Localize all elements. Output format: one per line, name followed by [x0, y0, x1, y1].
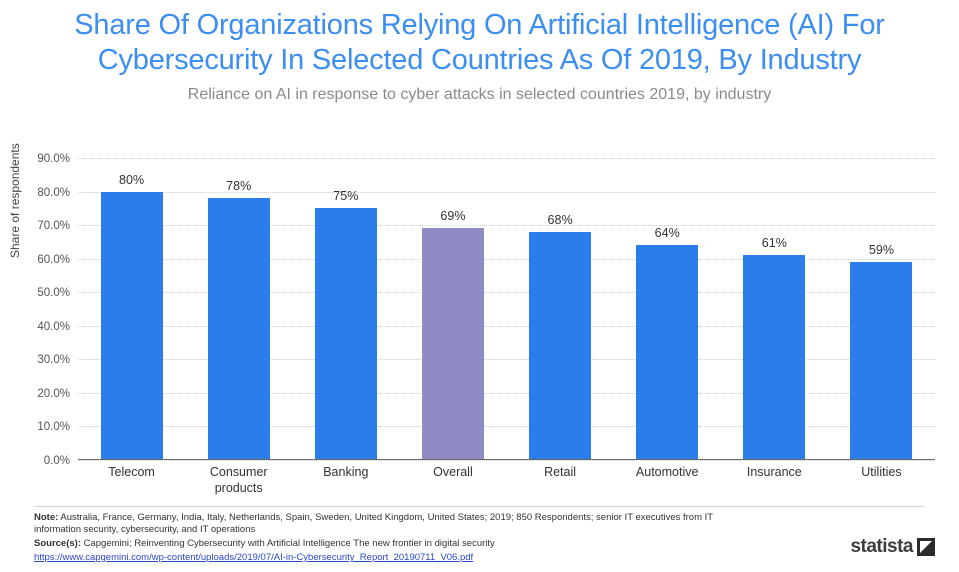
bar-value-label: 78%	[226, 179, 252, 194]
bar-column	[721, 158, 828, 460]
x-axis-tick-label: Retail	[544, 465, 577, 479]
x-axis-line	[78, 459, 935, 460]
statista-brand	[850, 536, 935, 558]
x-axis-tick-label: Overall	[433, 465, 473, 479]
bar[interactable]	[101, 172, 163, 460]
bar[interactable]	[315, 189, 377, 460]
statista-logo-icon	[917, 538, 935, 556]
bar-value-label: 75%	[333, 189, 359, 204]
source-link[interactable]: https://www.capgemini.com/wp-content/uploads/2019/07/AI-in-Cybersecurity_Report_20190711_V06.pdf	[34, 552, 474, 563]
x-axis-tick-label: Banking	[323, 465, 369, 479]
x-axis-tick-label: Consumer products	[209, 465, 268, 495]
bar[interactable]	[422, 209, 484, 460]
y-axis-tick-label: 10.0%	[37, 421, 70, 434]
plot-area	[37, 153, 935, 467]
sources-text: Capgemini; Reinventing Cybersecurity with Artificial Intelligence The new frontier in digital security	[83, 538, 495, 549]
y-axis-tick-label: 80.0%	[37, 186, 70, 199]
bar-column	[507, 158, 614, 460]
bar-column	[614, 158, 721, 460]
bar-value-label: 80%	[119, 172, 145, 187]
gridline	[43, 455, 935, 467]
source-link-line	[34, 552, 734, 564]
x-axis-tick-label: Insurance	[746, 465, 802, 479]
bar-column	[78, 158, 185, 460]
bar[interactable]	[850, 243, 912, 460]
y-axis-label: Share of respondents	[8, 143, 22, 258]
bar-value-label: 68%	[547, 212, 573, 227]
y-axis-tick-label: 20.0%	[37, 387, 70, 400]
y-axis-tick-label: 90.0%	[37, 153, 70, 165]
sources-line	[34, 538, 734, 550]
footer-divider	[34, 506, 925, 507]
x-axis-tick-label: Telecom	[108, 465, 155, 479]
page-subtitle: Reliance on AI in response to cyber attacks in selected countries 2019, by industry	[187, 86, 772, 103]
y-axis-tick-label: 0.0%	[43, 455, 70, 467]
brand-name: statista	[850, 536, 913, 557]
bar-value-label: 61%	[761, 236, 787, 251]
note-line	[34, 512, 734, 536]
bar-column	[292, 158, 399, 460]
bar-column	[185, 158, 292, 460]
footer-notes	[34, 512, 734, 566]
x-axis-tick-labels	[78, 464, 935, 496]
note-text: Australia, France, Germany, India, Italy, Netherlands, Spain, Sweden, United Kingdom, United States; 2019; 850 Respondents; senior IT executives from IT information security, cybersecurity, and IT operations	[34, 512, 713, 535]
bar-value-label: 59%	[868, 243, 894, 258]
bar-column	[399, 158, 506, 460]
y-axis-tick-label: 70.0%	[37, 220, 70, 233]
page-title: Share Of Organizations Relying On Artificial Intelligence (AI) For Cybersecurity In Selected Countries As Of 2019, By Industry	[74, 9, 885, 76]
bar-column	[828, 158, 935, 460]
x-axis-tick-label: Automotive	[635, 465, 699, 479]
y-axis-tick-label: 50.0%	[37, 287, 70, 300]
y-axis-tick-label: 60.0%	[37, 253, 70, 266]
x-axis-tick-label: Utilities	[861, 465, 902, 479]
bar[interactable]	[636, 226, 698, 460]
bar[interactable]	[529, 212, 591, 460]
y-axis-tick-label: 30.0%	[37, 354, 70, 367]
bar-series	[78, 158, 935, 460]
bar[interactable]	[208, 179, 270, 460]
bar[interactable]	[743, 236, 805, 460]
y-axis-tick-label: 40.0%	[37, 320, 70, 333]
note-label: Note:	[34, 512, 59, 523]
bar-value-label: 69%	[440, 209, 466, 224]
sources-label: Source(s):	[34, 538, 81, 549]
bar-value-label: 64%	[654, 226, 680, 241]
